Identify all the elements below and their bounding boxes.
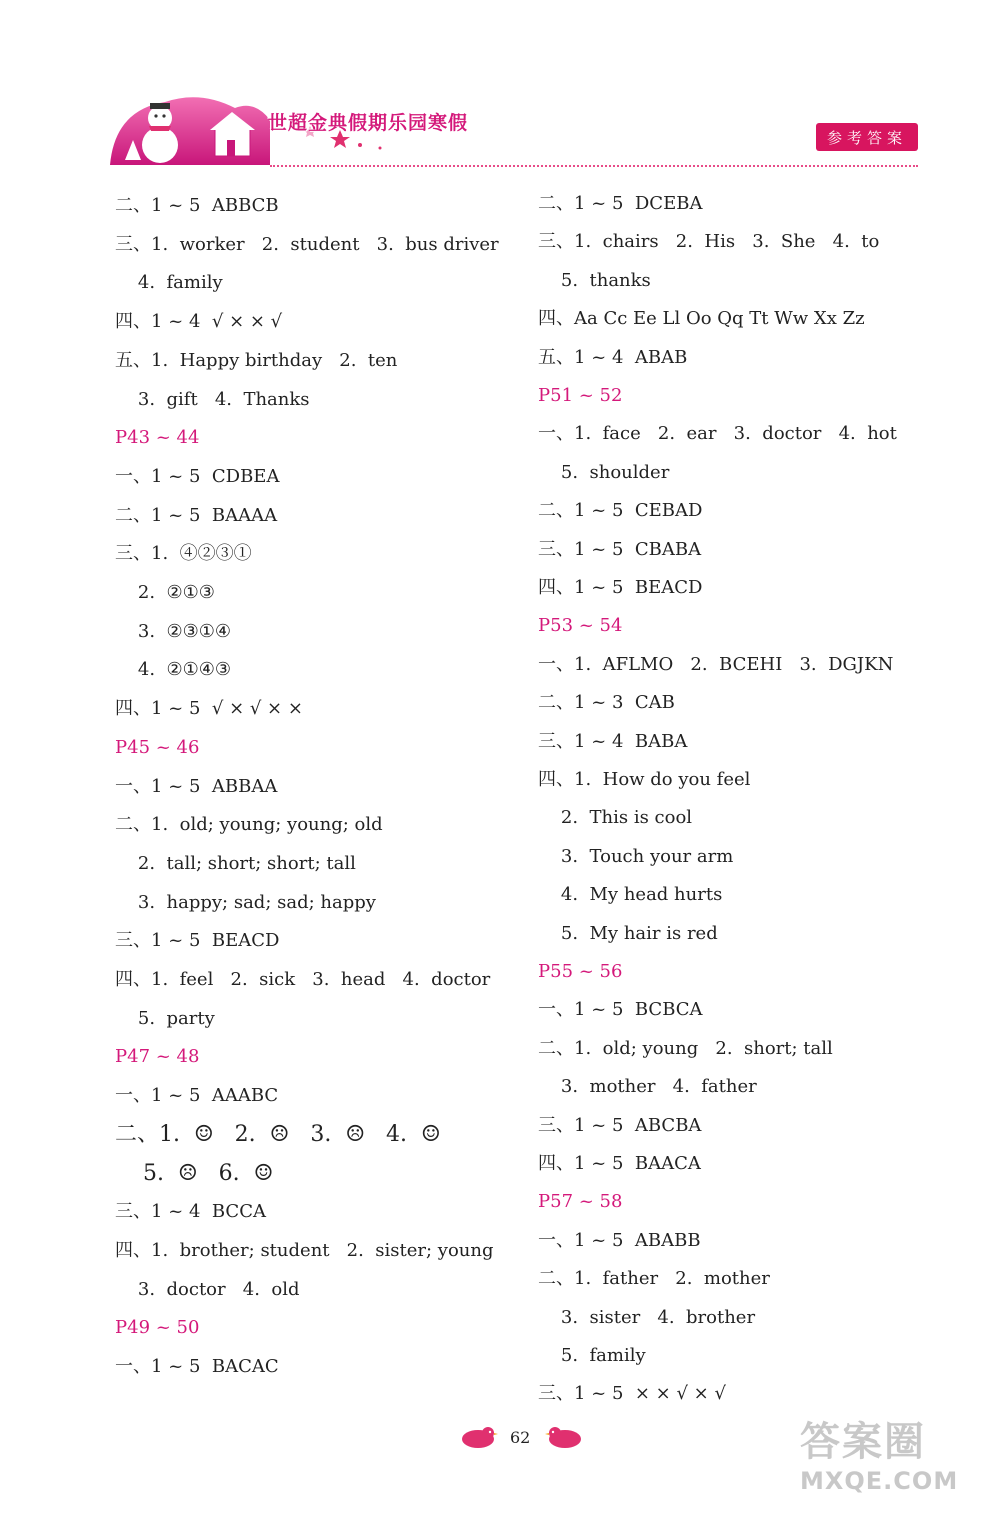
answer-line: 5. party bbox=[115, 1007, 215, 1029]
answer-line: 4. ②①④③ bbox=[115, 659, 232, 681]
answer-line: 二、1. ☺ 2. ☹ 3. ☹ 4. ☺ bbox=[115, 1121, 441, 1147]
answer-line: 一、1 ~ 5 ABABB bbox=[538, 1229, 701, 1251]
page-range-heading: P51 ~ 52 bbox=[538, 385, 623, 406]
page-header bbox=[0, 0, 1000, 175]
answer-line: 5. shoulder bbox=[538, 461, 670, 483]
answer-line: 一、1. face 2. ear 3. doctor 4. hot bbox=[538, 423, 897, 445]
banner-title: 世超金典假期乐园寒假 bbox=[268, 112, 469, 134]
answer-line: 4. family bbox=[115, 272, 223, 294]
answer-line: 3. happy; sad; sad; happy bbox=[115, 891, 376, 913]
page-range-heading: P49 ~ 50 bbox=[115, 1317, 200, 1339]
answer-line: 5. family bbox=[538, 1345, 646, 1366]
answer-line: 三、1 ~ 5 × × √ × √ bbox=[538, 1383, 726, 1405]
answer-line: 3. Touch your arm bbox=[538, 845, 734, 867]
answer-line: 二、1. old; young; young; old bbox=[115, 814, 383, 836]
answer-line: 二、1 ~ 3 CAB bbox=[538, 692, 675, 714]
answer-line: 3. ②③①④ bbox=[115, 620, 232, 642]
answer-line: 二、1 ~ 5 CEBAD bbox=[538, 500, 703, 522]
answer-key-badge: 参考答案 bbox=[816, 123, 918, 151]
answer-line: 二、1 ~ 5 ABBCB bbox=[115, 195, 279, 216]
answer-line: 三、1 ~ 5 BEACD bbox=[115, 930, 280, 952]
page-range-heading: P45 ~ 46 bbox=[115, 736, 200, 758]
page-range-heading: P47 ~ 48 bbox=[115, 1046, 200, 1068]
answer-line: 四、1 ~ 5 BAACA bbox=[538, 1153, 701, 1174]
answer-line: 四、Aa Cc Ee Ll Oo Qq Tt Ww Xx Zz bbox=[538, 308, 865, 330]
answer-line: 二、1 ~ 5 DCEBA bbox=[538, 193, 703, 214]
answer-line: 3. sister 4. brother bbox=[538, 1306, 756, 1328]
answer-line: 一、1 ~ 5 BCBCA bbox=[538, 999, 703, 1021]
answer-line: 一、1 ~ 5 ABBAA bbox=[115, 775, 278, 797]
answer-line: 二、1 ~ 5 BAAAA bbox=[115, 504, 278, 526]
answer-line: 三、1 ~ 4 BCCA bbox=[115, 1201, 266, 1223]
answer-line: 4. My head hurts bbox=[538, 884, 723, 906]
page-number: 62 bbox=[510, 1428, 531, 1447]
answer-line: 四、1. How do you feel bbox=[538, 769, 751, 790]
site-watermark bbox=[800, 1410, 995, 1510]
watermark-domain: MXQE.COM bbox=[800, 1467, 959, 1495]
answer-line: 五、1 ~ 4 ABAB bbox=[538, 346, 688, 368]
answer-line: 五、1. Happy birthday 2. ten bbox=[115, 349, 398, 371]
watermark-logo-text: 答案圈 bbox=[800, 1419, 926, 1465]
answer-line: 一、1 ~ 5 CDBEA bbox=[115, 465, 280, 487]
answer-line: 2. tall; short; short; tall bbox=[115, 852, 356, 874]
answer-line: 三、1 ~ 4 BABA bbox=[538, 730, 688, 752]
answer-line: 3. doctor 4. old bbox=[115, 1278, 300, 1300]
answer-line: 5. My hair is red bbox=[538, 922, 718, 944]
answer-line: 三、1. chairs 2. His 3. She 4. to bbox=[538, 231, 880, 253]
page-range-heading: P57 ~ 58 bbox=[538, 1191, 623, 1213]
answer-line: 二、1. father 2. mother bbox=[538, 1268, 770, 1290]
answer-line: 3. mother 4. father bbox=[538, 1076, 757, 1098]
header-divider bbox=[270, 165, 918, 167]
answer-line: 一、1 ~ 5 BACAC bbox=[115, 1356, 279, 1377]
answer-line: 四、1. brother; student 2. sister; young bbox=[115, 1239, 494, 1261]
answer-line: 三、1. worker 2. student 3. bus driver bbox=[115, 233, 499, 255]
answer-line: 一、1 ~ 5 AAABC bbox=[115, 1085, 279, 1107]
answer-line: 三、1 ~ 5 CBABA bbox=[538, 538, 702, 560]
answer-line: 一、1. AFLMO 2. BCEHI 3. DGJKN bbox=[538, 653, 894, 675]
answer-line: 5. thanks bbox=[538, 269, 651, 291]
answer-line: 四、1 ~ 4 √ × × √ bbox=[115, 311, 283, 333]
left-bird-icon bbox=[458, 1424, 498, 1450]
answer-line: 3. gift 4. Thanks bbox=[115, 388, 310, 410]
page-range-heading: P43 ~ 44 bbox=[115, 427, 200, 449]
answer-line: 三、1. ④②③① bbox=[115, 543, 252, 565]
answer-line: 2. This is cool bbox=[538, 807, 693, 829]
page-range-heading: P53 ~ 54 bbox=[538, 615, 623, 637]
answer-line: 四、1 ~ 5 √ × √ × × bbox=[115, 698, 303, 720]
answer-line: 三、1 ~ 5 ABCBA bbox=[538, 1114, 702, 1136]
answer-line: 5. ☹ 6. ☺ bbox=[115, 1160, 274, 1186]
answer-line: 四、1 ~ 5 BEACD bbox=[538, 577, 703, 598]
answer-line: 2. ②①③ bbox=[115, 582, 215, 603]
right-bird-icon bbox=[545, 1424, 585, 1450]
page-range-heading: P55 ~ 56 bbox=[538, 961, 623, 982]
answer-line: 二、1. old; young 2. short; tall bbox=[538, 1037, 833, 1059]
answer-line: 四、1. feel 2. sick 3. head 4. doctor bbox=[115, 969, 491, 990]
